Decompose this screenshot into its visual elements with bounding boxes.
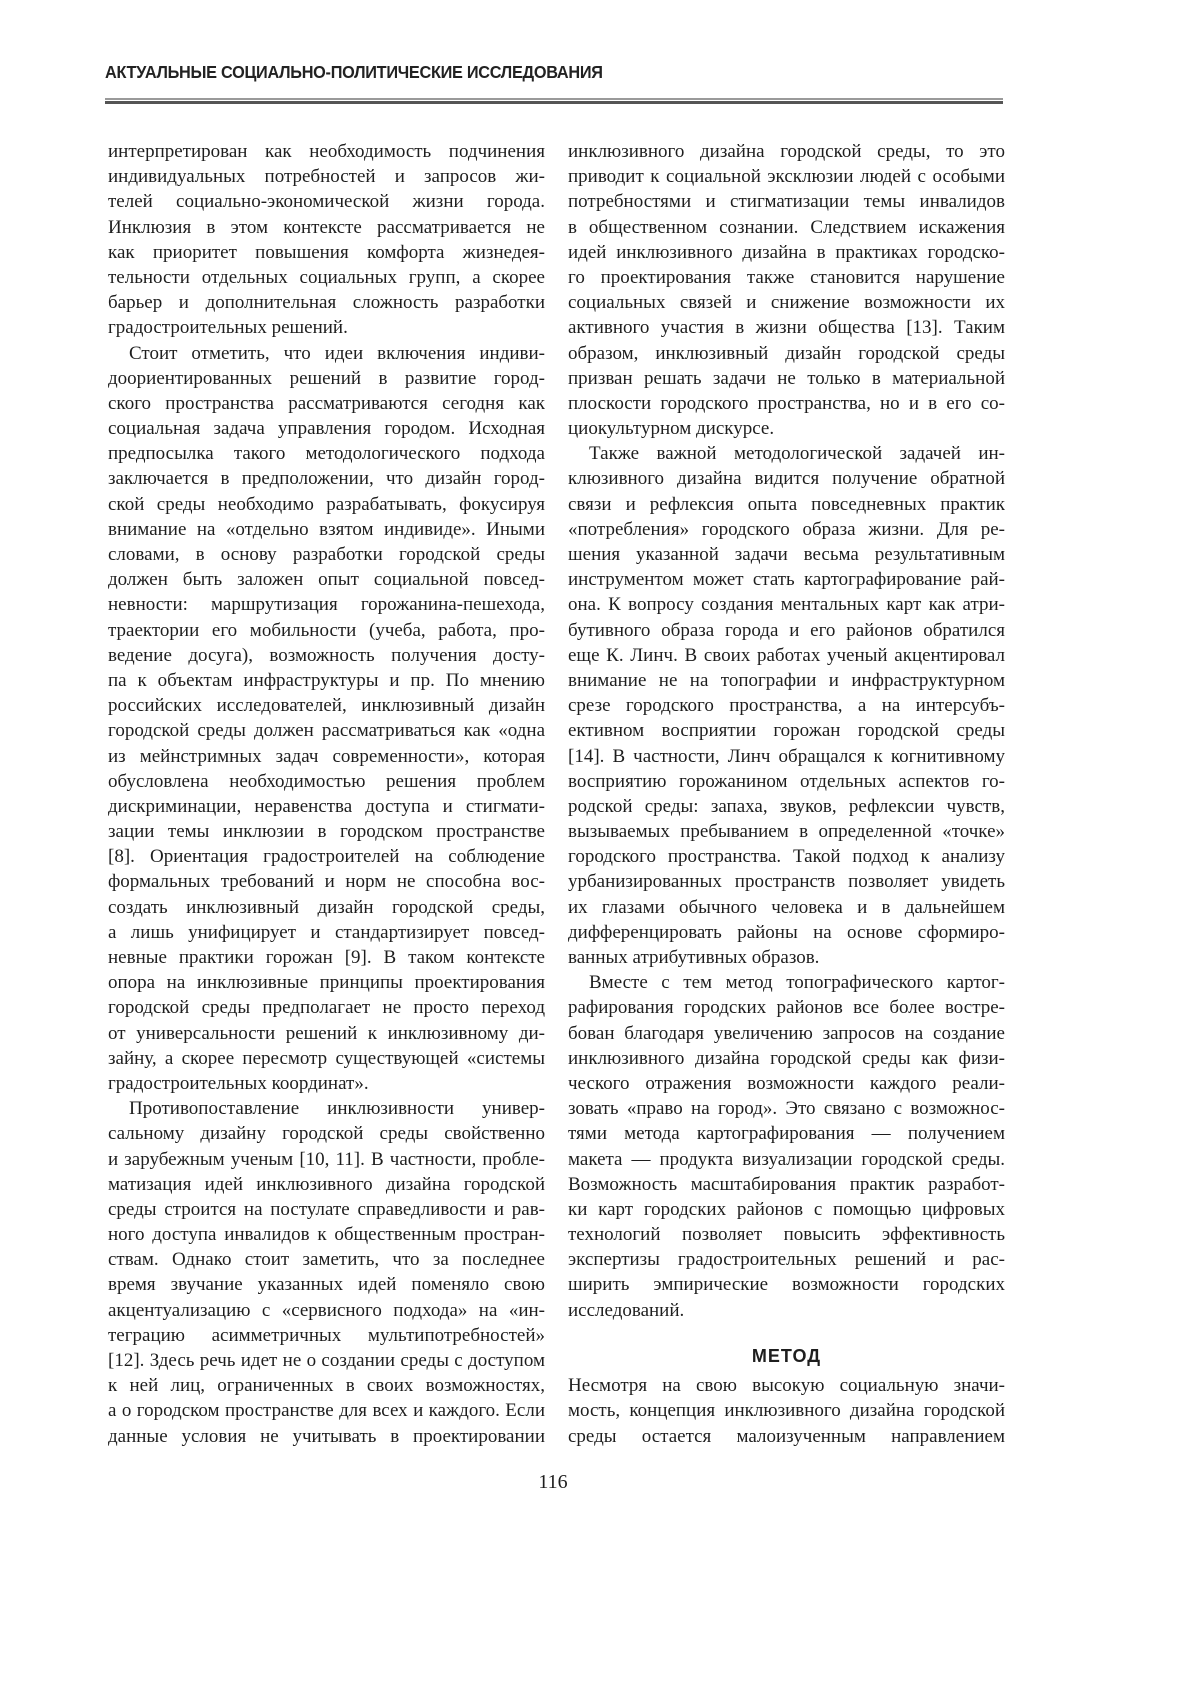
text-line: заключается в предположении, что дизайн город- <box>108 466 545 491</box>
text-line: как приоритет повышения комфорта жизнедея- <box>108 240 545 265</box>
text-line: телей социально-экономической жизни города. <box>108 189 545 214</box>
text-line: а лишь унифицирует и стандартизирует повсед- <box>108 920 545 945</box>
text-line: циокультурном дискурсе. <box>568 416 1005 441</box>
text-line: идей инклюзивного дизайна в практиках городско- <box>568 240 1005 265</box>
text-line: предпосылка такого методологического подхода <box>108 441 545 466</box>
text-line: данные условия не учитывать в проектировании <box>108 1424 545 1449</box>
text-line: «потребления» городского образа жизни. Для ре- <box>568 517 1005 542</box>
text-line: внимание на «отдельно взятом индивиде». Иными <box>108 517 545 542</box>
text-line: зации темы инклюзии в городском пространстве <box>108 819 545 844</box>
text-line: социальная задача управления городом. Исходная <box>108 416 545 441</box>
text-line: Несмотря на свою высокую социальную значи- <box>568 1373 1005 1398</box>
right-column <box>568 139 1005 1449</box>
text-line: должен быть заложен опыт социальной повсед- <box>108 567 545 592</box>
text-line: Стоит отметить, что идеи включения индиви- <box>108 341 545 366</box>
paragraph <box>568 441 1005 970</box>
text-line: внимание не на топографии и инфраструктурном <box>568 668 1005 693</box>
text-line: мость, концепция инклюзивного дизайна городской <box>568 1398 1005 1423</box>
text-line: траектории его мобильности (учеба, работа, про- <box>108 618 545 643</box>
text-line: от универсальности решений к инклюзивному ди- <box>108 1021 545 1046</box>
text-line: городской среды предполагает не просто переход <box>108 995 545 1020</box>
text-line: технологий позволяет повысить эффективность <box>568 1222 1005 1247</box>
text-line: активного участия в жизни общества [13]. Таким <box>568 315 1005 340</box>
text-line: акцентуализацию с «сервисного подхода» на «ин- <box>108 1298 545 1323</box>
text-line: теграцию асимметричных мультипотребностей» <box>108 1323 545 1348</box>
text-line: клюзивного дизайна видится получение обратной <box>568 466 1005 491</box>
text-line: а о городском пространстве для всех и каждого. Если <box>108 1398 545 1423</box>
left-column <box>108 139 545 1449</box>
text-line: вызываемых пребыванием в определенной «точке» <box>568 819 1005 844</box>
text-line: из мейнстримных задач современности», которая <box>108 744 545 769</box>
text-line: российских исследователей, инклюзивный дизайн <box>108 693 545 718</box>
text-line: и зарубежным ученым [10, 11]. В частности, пробле- <box>108 1147 545 1172</box>
text-line: к ней лиц, ограниченных в своих возможностях, <box>108 1373 545 1398</box>
text-line: зайну, а скорее пересмотр существующей «системы <box>108 1046 545 1071</box>
text-line: образом, инклюзивный дизайн городской среды <box>568 341 1005 366</box>
text-line: ширить эмпирические возможности городских <box>568 1272 1005 1297</box>
text-line: потребностями и стигматизации темы инвалидов <box>568 189 1005 214</box>
text-line: в общественном сознании. Следствием искажения <box>568 215 1005 240</box>
running-header: АКТУАЛЬНЫЕ СОЦИАЛЬНО-ПОЛИТИЧЕСКИЕ ИССЛЕДОВАНИЯ <box>105 62 603 83</box>
text-line: Также важной методологической задачей ин- <box>568 441 1005 466</box>
text-line: зовать «право на город». Это связано с возможнос- <box>568 1096 1005 1121</box>
text-line: плоскости городского пространства, но и в его со- <box>568 391 1005 416</box>
text-line: дифференцировать районы на основе сформиро- <box>568 920 1005 945</box>
text-line: инклюзивного дизайна городской среды, то это <box>568 139 1005 164</box>
text-line: Инклюзия в этом контексте рассматривается не <box>108 215 545 240</box>
header-rule <box>105 98 1003 105</box>
text-line: создать инклюзивный дизайн городской среды, <box>108 895 545 920</box>
text-line: ского пространства рассматриваются сегодня как <box>108 391 545 416</box>
text-line: ведение досуга), возможность получения досту- <box>108 643 545 668</box>
text-line: [14]. В частности, Линч обращался к когнитивному <box>568 744 1005 769</box>
text-line: ного доступа инвалидов к общественным простран- <box>108 1222 545 1247</box>
paragraph <box>108 1096 545 1449</box>
page-number: 116 <box>0 1471 1106 1494</box>
text-line: рафирования городских районов все более востре- <box>568 995 1005 1020</box>
text-line: дискриминации, неравенства доступа и стигмати- <box>108 794 545 819</box>
text-line: градостроительных координат». <box>108 1071 545 1096</box>
text-line: среды строится на постулате справедливости и рав- <box>108 1197 545 1222</box>
paragraph <box>108 139 545 341</box>
text-line: бутивного образа города и его районов обратился <box>568 618 1005 643</box>
text-line: тельности отдельных социальных групп, а скорее <box>108 265 545 290</box>
text-line: инструментом может стать картографирование рай- <box>568 567 1005 592</box>
text-line: среды остается малоизученным направлением <box>568 1424 1005 1449</box>
text-line: доориентированных решений в развитие город- <box>108 366 545 391</box>
text-line: связи и рефлексия опыта повседневных практик <box>568 492 1005 517</box>
text-line: призван решать задачи не только в материальной <box>568 366 1005 391</box>
text-line: ческого отражения возможности каждого реали- <box>568 1071 1005 1096</box>
text-line: невные практики горожан [9]. В таком контексте <box>108 945 545 970</box>
text-line: Вместе с тем метод топографического картог- <box>568 970 1005 995</box>
text-line: городской среды должен рассматриваться как «одна <box>108 718 545 743</box>
text-line: тями метода картографирования — получением <box>568 1121 1005 1146</box>
text-line: инклюзивного дизайна городской среды как физи- <box>568 1046 1005 1071</box>
text-line: родской среды: запаха, звуков, рефлексии чувств, <box>568 794 1005 819</box>
text-line: невности: маршрутизация горожанина-пешехода, <box>108 592 545 617</box>
text-line: формальных требований и норм не способна вос- <box>108 869 545 894</box>
text-line: урбанизированных пространств позволяет увидеть <box>568 869 1005 894</box>
paragraph <box>108 341 545 1097</box>
text-line: ской среды необходимо разрабатывать, фокусируя <box>108 492 545 517</box>
text-line: интерпретирован как необходимость подчинения <box>108 139 545 164</box>
text-line: исследований. <box>568 1298 1005 1323</box>
text-line: сальному дизайну городской среды свойственно <box>108 1121 545 1146</box>
text-line: матизация идей инклюзивного дизайна городской <box>108 1172 545 1197</box>
text-line: она. К вопросу создания ментальных карт как атри- <box>568 592 1005 617</box>
text-line: [12]. Здесь речь идет не о создании среды с доступом <box>108 1348 545 1373</box>
text-line: [8]. Ориентация градостроителей на соблюдение <box>108 844 545 869</box>
section-heading-text: МЕТОД <box>752 1346 821 1366</box>
text-line: Возможность масштабирования практик разработ- <box>568 1172 1005 1197</box>
text-line: их глазами обычного человека и в дальнейшем <box>568 895 1005 920</box>
section-heading <box>568 1323 1005 1373</box>
paragraph <box>568 139 1005 441</box>
text-line: индивидуальных потребностей и запросов жи- <box>108 164 545 189</box>
text-line: бован благодаря увеличению запросов на создание <box>568 1021 1005 1046</box>
paragraph <box>568 970 1005 1323</box>
text-line: го проектирования также становится нарушение <box>568 265 1005 290</box>
text-line: приводит к социальной эксклюзии людей с особыми <box>568 164 1005 189</box>
text-line: опора на инклюзивные принципы проектирования <box>108 970 545 995</box>
text-line: градостроительных решений. <box>108 315 545 340</box>
text-line: па к объектам инфраструктуры и пр. По мнению <box>108 668 545 693</box>
text-line: ствам. Однако стоит заметить, что за последнее <box>108 1247 545 1272</box>
text-line: экспертизы градостроительных решений и рас- <box>568 1247 1005 1272</box>
text-line: шения указанной задачи весьма результативным <box>568 542 1005 567</box>
text-line: Противопоставление инклюзивности универ- <box>108 1096 545 1121</box>
paragraph <box>568 1373 1005 1449</box>
text-line: время звучание указанных идей поменяло свою <box>108 1272 545 1297</box>
text-line: городского пространства. Такой подход к анализу <box>568 844 1005 869</box>
text-line: еще К. Линч. В своих работах ученый акцентировал <box>568 643 1005 668</box>
text-line: обусловлена необходимостью решения проблем <box>108 769 545 794</box>
text-line: ки карт городских районов с помощью цифровых <box>568 1197 1005 1222</box>
text-line: срезе городского пространства, а на интерсубъ- <box>568 693 1005 718</box>
text-line: макета — продукта визуализации городской среды. <box>568 1147 1005 1172</box>
text-line: ванных атрибутивных образов. <box>568 945 1005 970</box>
text-line: социальных связей и снижение возможности их <box>568 290 1005 315</box>
text-line: словами, в основу разработки городской среды <box>108 542 545 567</box>
text-line: восприятию горожанином отдельных аспектов го- <box>568 769 1005 794</box>
text-line: ективном восприятии горожан городской среды <box>568 718 1005 743</box>
text-line: барьер и дополнительная сложность разработки <box>108 290 545 315</box>
